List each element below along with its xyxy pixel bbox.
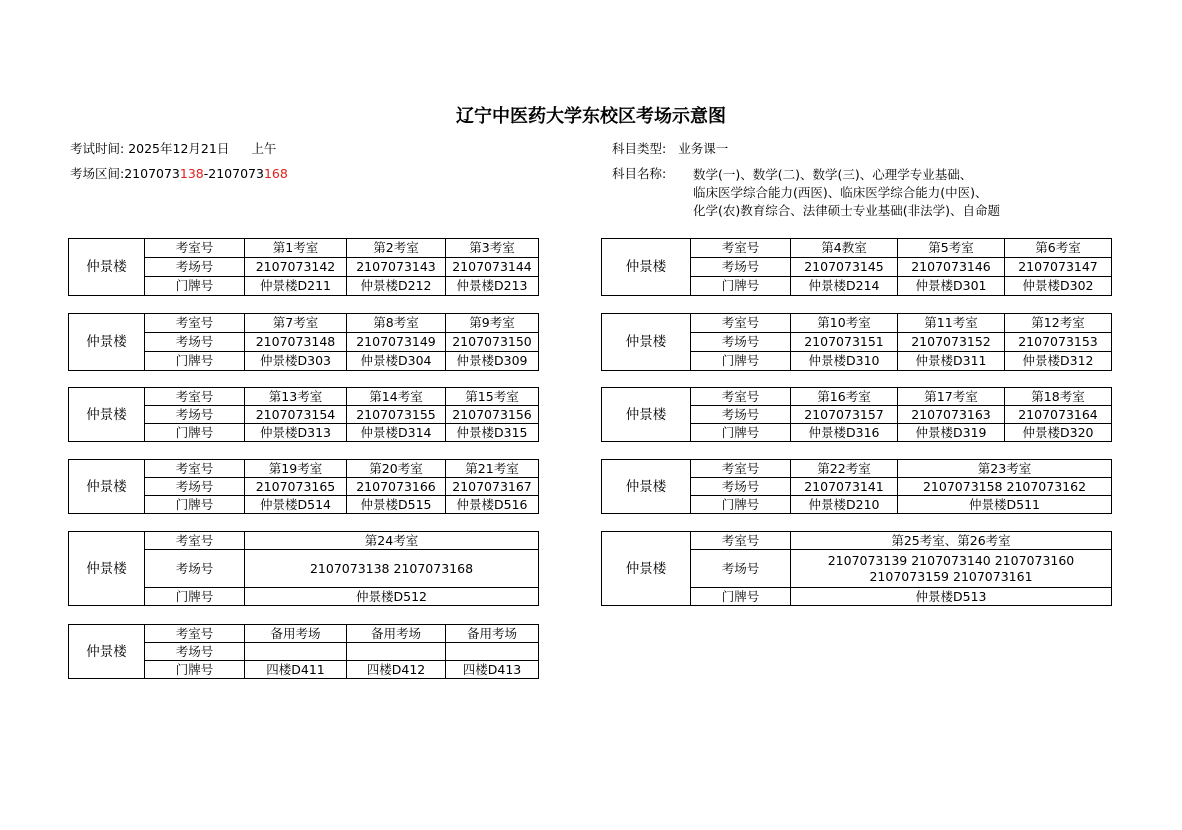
- range-start-suffix: 138: [179, 166, 204, 181]
- seat-number: 2107073164: [1005, 406, 1112, 424]
- exam-room-table: [601, 387, 1112, 442]
- seat-number: 2107073153: [1005, 333, 1112, 352]
- seat-number: 2107073167: [446, 478, 539, 496]
- room-name: 第20考室: [347, 460, 446, 478]
- exam-room-table: [68, 313, 539, 371]
- row-label-door: 门牌号: [145, 496, 245, 514]
- room-name: 第8考室: [347, 314, 446, 333]
- row-label-seat: 考场号: [145, 258, 245, 277]
- door-number: 仲景楼D212: [347, 277, 446, 296]
- seat-number: 2107073143: [347, 258, 446, 277]
- seat-number: 2107073166: [347, 478, 446, 496]
- seat-number: 2107073145: [791, 258, 898, 277]
- exam-room-table: [601, 238, 1112, 296]
- building-name: 仲景楼: [69, 314, 145, 371]
- room-name: 第2考室: [347, 239, 446, 258]
- door-number: 仲景楼D213: [446, 277, 539, 296]
- room-name: 第10考室: [791, 314, 898, 333]
- seat-number: 2107073157: [791, 406, 898, 424]
- room-name: 第11考室: [898, 314, 1005, 333]
- row-label-seat: 考场号: [145, 406, 245, 424]
- row-label-room: 考室号: [145, 532, 245, 550]
- door-number: 四楼D413: [446, 661, 539, 679]
- range-label: 考场区间:: [70, 166, 125, 181]
- exam-room-table: [68, 459, 539, 514]
- room-name: 第17考室: [898, 388, 1005, 406]
- exam-range: [70, 166, 288, 182]
- room-name: 第12考室: [1005, 314, 1112, 333]
- row-label-door: 门牌号: [691, 496, 791, 514]
- door-number: 仲景楼D210: [791, 496, 898, 514]
- row-label-room: 考室号: [691, 460, 791, 478]
- seat-number: 2107073165: [245, 478, 347, 496]
- door-number: 仲景楼D301: [898, 277, 1005, 296]
- exam-room-table: [601, 459, 1112, 514]
- room-name: 第24考室: [245, 532, 539, 550]
- exam-time-value: 2025年12月21日: [128, 141, 230, 156]
- row-label-seat: 考场号: [145, 643, 245, 661]
- door-number: 仲景楼D515: [347, 496, 446, 514]
- door-number: 仲景楼D211: [245, 277, 347, 296]
- seat-number: 2107073149: [347, 333, 446, 352]
- building-name: 仲景楼: [602, 314, 691, 371]
- building-name: 仲景楼: [602, 388, 691, 442]
- row-label-room: 考室号: [145, 314, 245, 333]
- exam-room-table: [68, 624, 539, 679]
- door-number: 仲景楼D513: [791, 588, 1112, 606]
- door-number: 仲景楼D511: [898, 496, 1112, 514]
- row-label-room: 考室号: [145, 388, 245, 406]
- row-label-room: 考室号: [691, 388, 791, 406]
- seat-number: 2107073147: [1005, 258, 1112, 277]
- door-number: 仲景楼D314: [347, 424, 446, 442]
- room-name: 第15考室: [446, 388, 539, 406]
- room-name: 第21考室: [446, 460, 539, 478]
- exam-time: [70, 141, 276, 157]
- row-label-room: 考室号: [691, 314, 791, 333]
- row-label-door: 门牌号: [691, 588, 791, 606]
- room-name: 第19考室: [245, 460, 347, 478]
- door-number: 四楼D411: [245, 661, 347, 679]
- seat-number: [347, 643, 446, 661]
- row-label-door: 门牌号: [145, 352, 245, 371]
- row-label-door: 门牌号: [145, 588, 245, 606]
- exam-room-table: [601, 313, 1112, 371]
- room-name: 备用考场: [245, 625, 347, 643]
- door-number: 仲景楼D514: [245, 496, 347, 514]
- room-name: 第25考室、第26考室: [791, 532, 1112, 550]
- door-number: 仲景楼D311: [898, 352, 1005, 371]
- row-label-room: 考室号: [691, 239, 791, 258]
- subject-name-list: [693, 166, 1000, 220]
- room-name: 第6考室: [1005, 239, 1112, 258]
- seat-number: 2107073150: [446, 333, 539, 352]
- door-number: 仲景楼D309: [446, 352, 539, 371]
- row-label-door: 门牌号: [691, 352, 791, 371]
- row-label-seat: 考场号: [145, 333, 245, 352]
- building-name: 仲景楼: [69, 625, 145, 679]
- door-number: 仲景楼D303: [245, 352, 347, 371]
- building-name: 仲景楼: [69, 388, 145, 442]
- row-label-door: 门牌号: [145, 661, 245, 679]
- row-label-door: 门牌号: [145, 277, 245, 296]
- page-title: 辽宁中医药大学东校区考场示意图: [456, 106, 726, 127]
- seat-number: 2107073139 2107073140 2107073160: [827, 552, 1075, 568]
- row-label-seat: 考场号: [691, 550, 791, 588]
- building-name: 仲景楼: [602, 239, 691, 296]
- seat-number: 2107073156: [446, 406, 539, 424]
- door-number: 仲景楼D516: [446, 496, 539, 514]
- row-label-door: 门牌号: [691, 424, 791, 442]
- seat-number: 2107073159 2107073161: [869, 568, 1033, 584]
- room-name: 第16考室: [791, 388, 898, 406]
- room-name: 第4教室: [791, 239, 898, 258]
- door-number: 仲景楼D304: [347, 352, 446, 371]
- room-name: 备用考场: [446, 625, 539, 643]
- row-label-seat: 考场号: [691, 258, 791, 277]
- row-label-room: 考室号: [691, 532, 791, 550]
- subject-line: 数学(一)、数学(二)、数学(三)、心理学专业基础、: [693, 167, 973, 182]
- range-separator: -: [203, 166, 209, 181]
- door-number: 仲景楼D315: [446, 424, 539, 442]
- seat-number: 2107073144: [446, 258, 539, 277]
- room-name: 第13考室: [245, 388, 347, 406]
- seat-number: 2107073146: [898, 258, 1005, 277]
- row-label-seat: 考场号: [691, 478, 791, 496]
- range-end-prefix: 2107073: [208, 166, 264, 181]
- seat-number: 2107073163: [898, 406, 1005, 424]
- door-number: 仲景楼D313: [245, 424, 347, 442]
- range-start-prefix: 2107073: [124, 166, 180, 181]
- building-name: 仲景楼: [602, 460, 691, 514]
- subject-type-label: 科目类型:: [612, 141, 667, 156]
- room-name: 第3考室: [446, 239, 539, 258]
- row-label-room: 考室号: [145, 625, 245, 643]
- subject-line: 化学(农)教育综合、法律硕士专业基础(非法学)、自命题: [693, 203, 1001, 218]
- seat-number: 2107073151: [791, 333, 898, 352]
- seat-number: [446, 643, 539, 661]
- row-label-door: 门牌号: [691, 277, 791, 296]
- room-name: 第9考室: [446, 314, 539, 333]
- exam-room-table: [601, 531, 1112, 606]
- exam-time-label: 考试时间:: [70, 141, 125, 156]
- room-name: 第5考室: [898, 239, 1005, 258]
- room-name: 第23考室: [898, 460, 1112, 478]
- row-label-seat: 考场号: [691, 333, 791, 352]
- seat-number: 2107073152: [898, 333, 1005, 352]
- subject-type-value: 业务课一: [678, 141, 729, 156]
- row-label-door: 门牌号: [145, 424, 245, 442]
- seat-number: 2107073141: [791, 478, 898, 496]
- subject-type: [612, 141, 728, 157]
- seat-number: 2107073138 2107073168: [245, 550, 539, 588]
- seat-number: 2107073155: [347, 406, 446, 424]
- room-name: 第22考室: [791, 460, 898, 478]
- door-number: 仲景楼D319: [898, 424, 1005, 442]
- building-name: 仲景楼: [602, 532, 691, 606]
- door-number: 仲景楼D316: [791, 424, 898, 442]
- door-number: 仲景楼D302: [1005, 277, 1112, 296]
- room-name: 第1考室: [245, 239, 347, 258]
- door-number: 四楼D412: [347, 661, 446, 679]
- row-label-room: 考室号: [145, 460, 245, 478]
- door-number: 仲景楼D512: [245, 588, 539, 606]
- subject-name-label: 科目名称:: [612, 166, 667, 181]
- exam-session: 上午: [251, 141, 277, 156]
- room-name: 备用考场: [347, 625, 446, 643]
- seat-number-group: [791, 550, 1112, 588]
- building-name: 仲景楼: [69, 532, 145, 606]
- exam-room-table: [68, 238, 539, 296]
- door-number: 仲景楼D214: [791, 277, 898, 296]
- door-number: 仲景楼D312: [1005, 352, 1112, 371]
- row-label-seat: 考场号: [691, 406, 791, 424]
- subject-line: 临床医学综合能力(西医)、临床医学综合能力(中医)、: [693, 185, 988, 200]
- door-number: 仲景楼D310: [791, 352, 898, 371]
- building-name: 仲景楼: [69, 239, 145, 296]
- building-name: 仲景楼: [69, 460, 145, 514]
- room-name: 第7考室: [245, 314, 347, 333]
- room-name: 第14考室: [347, 388, 446, 406]
- row-label-room: 考室号: [145, 239, 245, 258]
- row-label-seat: 考场号: [145, 478, 245, 496]
- room-name: 第18考室: [1005, 388, 1112, 406]
- range-end-suffix: 168: [263, 166, 288, 181]
- seat-number: 2107073158 2107073162: [898, 478, 1112, 496]
- door-number: 仲景楼D320: [1005, 424, 1112, 442]
- row-label-seat: 考场号: [145, 550, 245, 588]
- seat-number: 2107073148: [245, 333, 347, 352]
- seat-number: [245, 643, 347, 661]
- seat-number: 2107073142: [245, 258, 347, 277]
- seat-number: 2107073154: [245, 406, 347, 424]
- exam-room-table: [68, 531, 539, 606]
- exam-room-table: [68, 387, 539, 442]
